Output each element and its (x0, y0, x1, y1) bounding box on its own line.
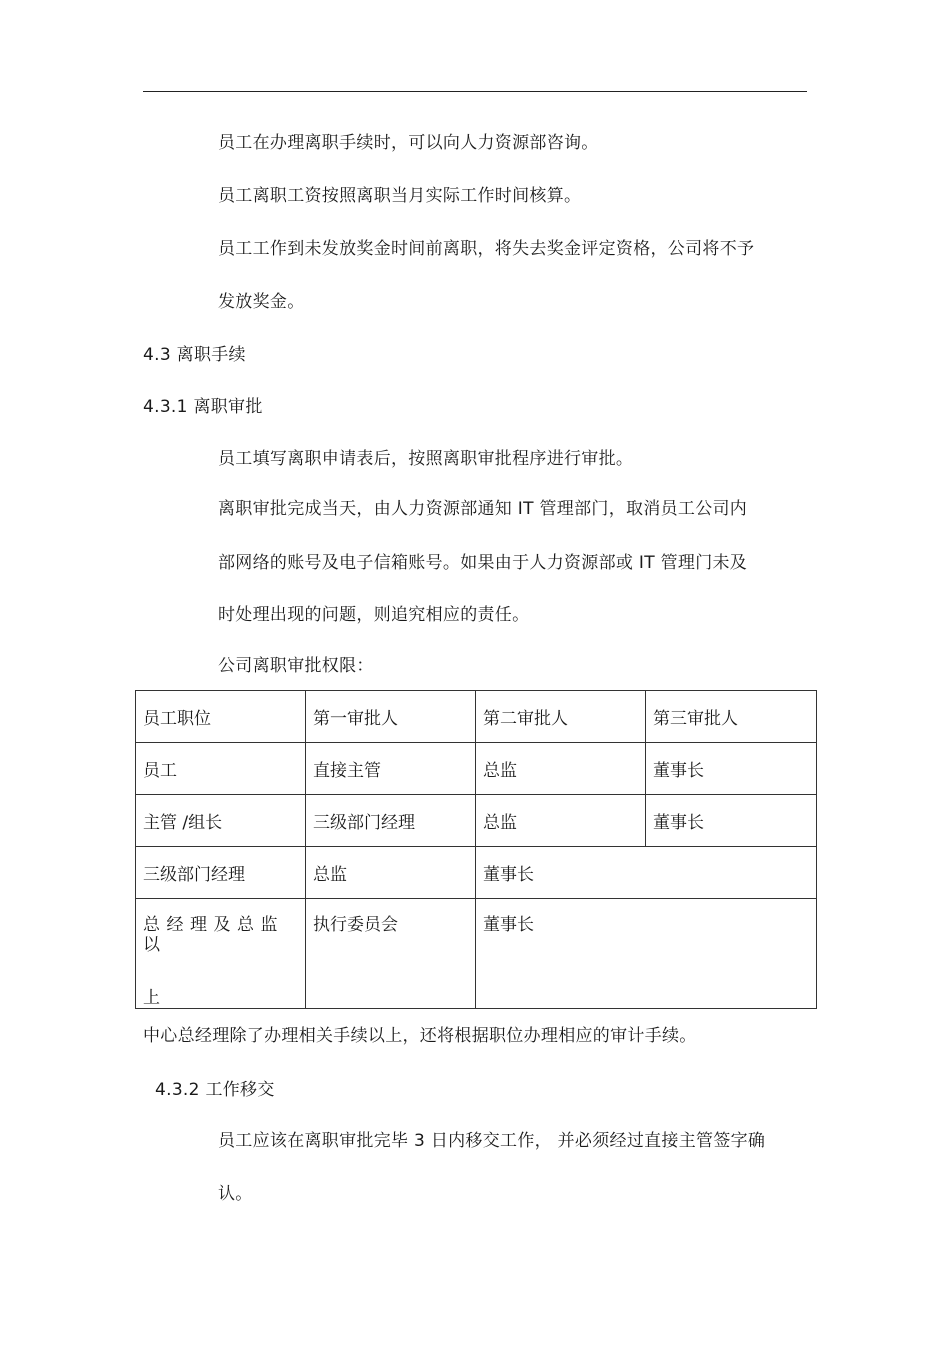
table-header-cell: 第一审批人 (306, 691, 476, 743)
table-cell: 三级部门经理 (306, 795, 476, 847)
header-rule (143, 91, 807, 92)
table-cell: 董事长 (646, 743, 817, 795)
table-cell (136, 899, 306, 1009)
paragraph-bonus-line1: 员工工作到未发放奖金时间前离职，将失去奖金评定资格，公司将不予 (218, 239, 755, 259)
paragraph-it-line1: 离职审批完成当天，由人力资源部通知 IT 管理部门，取消员工公司内 (218, 499, 748, 519)
paragraph-salary: 员工离职工资按照离职当月实际工作时间核算。 (218, 186, 582, 206)
table-cell: 董事长 (476, 899, 817, 1009)
paragraph-handover-line1: 员工应该在离职审批完毕 3 日内移交工作， 并必须经过直接主管签字确 (218, 1131, 766, 1151)
paragraph-bonus-line2: 发放奖金。 (218, 292, 305, 312)
table-cell: 总监 (306, 847, 476, 899)
table-header-row (136, 691, 817, 743)
table-cell: 董事长 (476, 847, 817, 899)
table-row (136, 847, 817, 899)
table-header-cell: 第三审批人 (646, 691, 817, 743)
table-row (136, 795, 817, 847)
paragraph-consult: 员工在办理离职手续时，可以向人力资源部咨询。 (218, 133, 599, 153)
paragraph-approval-authority: 公司离职审批权限： (218, 656, 374, 676)
table-cell: 主管 /组长 (136, 795, 306, 847)
paragraph-it-line2: 部网络的账号及电子信箱账号。如果由于人力资源部或 IT 管理门未及 (218, 553, 748, 573)
paragraph-handover-line2: 认。 (218, 1184, 253, 1204)
heading-4-3-1: 4.3.1 离职审批 (143, 397, 263, 417)
table-cell: 执行委员会 (306, 899, 476, 1009)
paragraph-it-line3: 时处理出现的问题，则追究相应的责任。 (218, 605, 530, 625)
paragraph-application: 员工填写离职申请表后，按照离职审批程序进行审批。 (218, 449, 634, 469)
table-cell: 总监 (476, 795, 646, 847)
table-row (136, 743, 817, 795)
approval-table (135, 690, 817, 1009)
heading-4-3-2: 4.3.2 工作移交 (155, 1080, 275, 1100)
table-cell: 直接主管 (306, 743, 476, 795)
table-cell-line: 总经理及总监以 (143, 915, 284, 955)
table-cell-line: 上 (143, 988, 160, 1008)
table-cell: 三级部门经理 (136, 847, 306, 899)
table-header-cell: 员工职位 (136, 691, 306, 743)
table-header-cell: 第二审批人 (476, 691, 646, 743)
table-cell: 董事长 (646, 795, 817, 847)
table-cell: 总监 (476, 743, 646, 795)
paragraph-audit: 中心总经理除了办理相关手续以上，还将根据职位办理相应的审计手续。 (143, 1026, 697, 1046)
table-row (136, 899, 817, 1009)
table-cell: 员工 (136, 743, 306, 795)
heading-4-3: 4.3 离职手续 (143, 345, 246, 365)
